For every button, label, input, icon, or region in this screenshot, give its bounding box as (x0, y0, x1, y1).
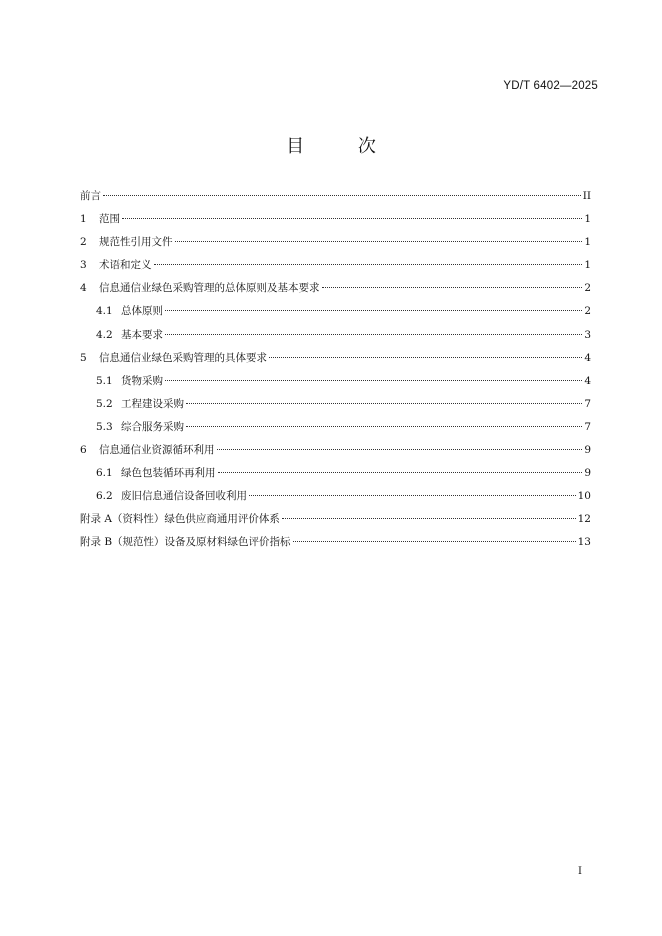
toc-entry-number: 5 (80, 351, 87, 364)
toc-entry-number: 5.1 (96, 374, 113, 387)
toc-entry-number: 6 (80, 444, 87, 457)
toc-entry-5-1[interactable] (80, 373, 591, 396)
toc-entry-5-2[interactable] (80, 396, 591, 419)
toc-leader (249, 494, 576, 496)
document-code: YD/T 6402—2025 (503, 80, 598, 92)
toc-leader (175, 240, 583, 242)
toc-page-number: 12 (577, 513, 591, 526)
toc-leader (186, 402, 582, 404)
toc-entry-label: 总体原则 (121, 305, 163, 318)
toc-entry-number: 2 (80, 236, 87, 249)
toc-page-number: 13 (577, 536, 591, 549)
toc-entry-label: 范围 (99, 213, 120, 226)
toc-entry-number: 4.2 (96, 328, 113, 341)
toc-entry-label: 附录 A（资料性）绿色供应商通用评价体系 (80, 513, 280, 526)
toc-page-number: 3 (584, 328, 591, 341)
toc-entry-number: 1 (80, 213, 87, 226)
toc-entry-number: 4.1 (96, 305, 113, 318)
toc-entry-label: 信息通信业资源循环利用 (99, 444, 215, 457)
toc-entry-4[interactable] (80, 280, 591, 303)
toc-page-number: 4 (584, 374, 591, 387)
toc-page-number: 2 (584, 305, 591, 318)
toc-entry-number: 4 (80, 282, 87, 295)
toc-entry-6[interactable] (80, 442, 591, 465)
toc-entry-appendix-b[interactable] (80, 534, 591, 557)
toc-entry-label: 基本要求 (121, 328, 163, 341)
toc-entry-label: 规范性引用文件 (99, 236, 173, 249)
toc-entry-number: 5.2 (96, 397, 113, 410)
toc-page-number: 4 (584, 351, 591, 364)
table-of-contents (80, 188, 591, 558)
toc-entry-number: 6.1 (96, 467, 113, 480)
toc-leader (269, 356, 582, 358)
toc-leader (217, 448, 583, 450)
toc-page-number: 9 (584, 467, 591, 480)
toc-page-number: 7 (584, 397, 591, 410)
toc-entry-5-3[interactable] (80, 419, 591, 442)
toc-entry-label: 绿色包装循环再利用 (121, 467, 216, 480)
page-title: 目 次 (286, 136, 400, 157)
toc-leader (165, 379, 582, 381)
toc-entry-4-2[interactable] (80, 327, 591, 350)
toc-page-number: 7 (584, 420, 591, 433)
toc-page-number: 9 (584, 444, 591, 457)
toc-entry-5[interactable] (80, 350, 591, 373)
toc-page-number: 1 (584, 236, 591, 249)
toc-entry-label: 前言 (80, 190, 101, 202)
toc-entry-3[interactable] (80, 257, 591, 280)
toc-entry-1[interactable] (80, 211, 591, 234)
toc-entry-6-1[interactable] (80, 465, 591, 488)
toc-entry-label: 附录 B（规范性）设备及原材料绿色评价指标 (80, 536, 291, 549)
toc-page-number: 10 (577, 490, 591, 503)
toc-leader (293, 540, 576, 542)
toc-entry-label: 废旧信息通信设备回收利用 (121, 490, 247, 503)
toc-entry-number: 3 (80, 259, 87, 272)
toc-page-number: 2 (584, 282, 591, 295)
toc-entry-4-1[interactable] (80, 303, 591, 326)
toc-leader (165, 333, 582, 335)
toc-entry-label: 综合服务采购 (121, 420, 184, 433)
toc-entry-number: 5.3 (96, 420, 113, 433)
toc-leader (103, 194, 581, 196)
toc-page-number: 1 (584, 259, 591, 272)
page-folio: I (578, 866, 582, 877)
toc-entry-number: 6.2 (96, 490, 113, 503)
toc-leader (154, 263, 583, 265)
toc-entry-appendix-a[interactable] (80, 511, 591, 534)
toc-page-number: 1 (584, 213, 591, 226)
toc-leader (122, 217, 582, 219)
toc-entry-6-2[interactable] (80, 488, 591, 511)
toc-leader (218, 471, 583, 473)
toc-page-number: II (582, 190, 591, 202)
toc-entry-2[interactable] (80, 234, 591, 257)
toc-leader (282, 517, 576, 519)
toc-entry-foreword[interactable] (80, 188, 591, 211)
toc-entry-label: 工程建设采购 (121, 397, 184, 410)
toc-entry-label: 货物采购 (121, 374, 163, 387)
toc-leader (186, 425, 582, 427)
toc-entry-label: 信息通信业绿色采购管理的具体要求 (99, 351, 267, 364)
toc-leader (165, 309, 582, 311)
toc-entry-label: 术语和定义 (99, 259, 152, 272)
toc-leader (322, 286, 583, 288)
toc-entry-label: 信息通信业绿色采购管理的总体原则及基本要求 (99, 282, 320, 295)
